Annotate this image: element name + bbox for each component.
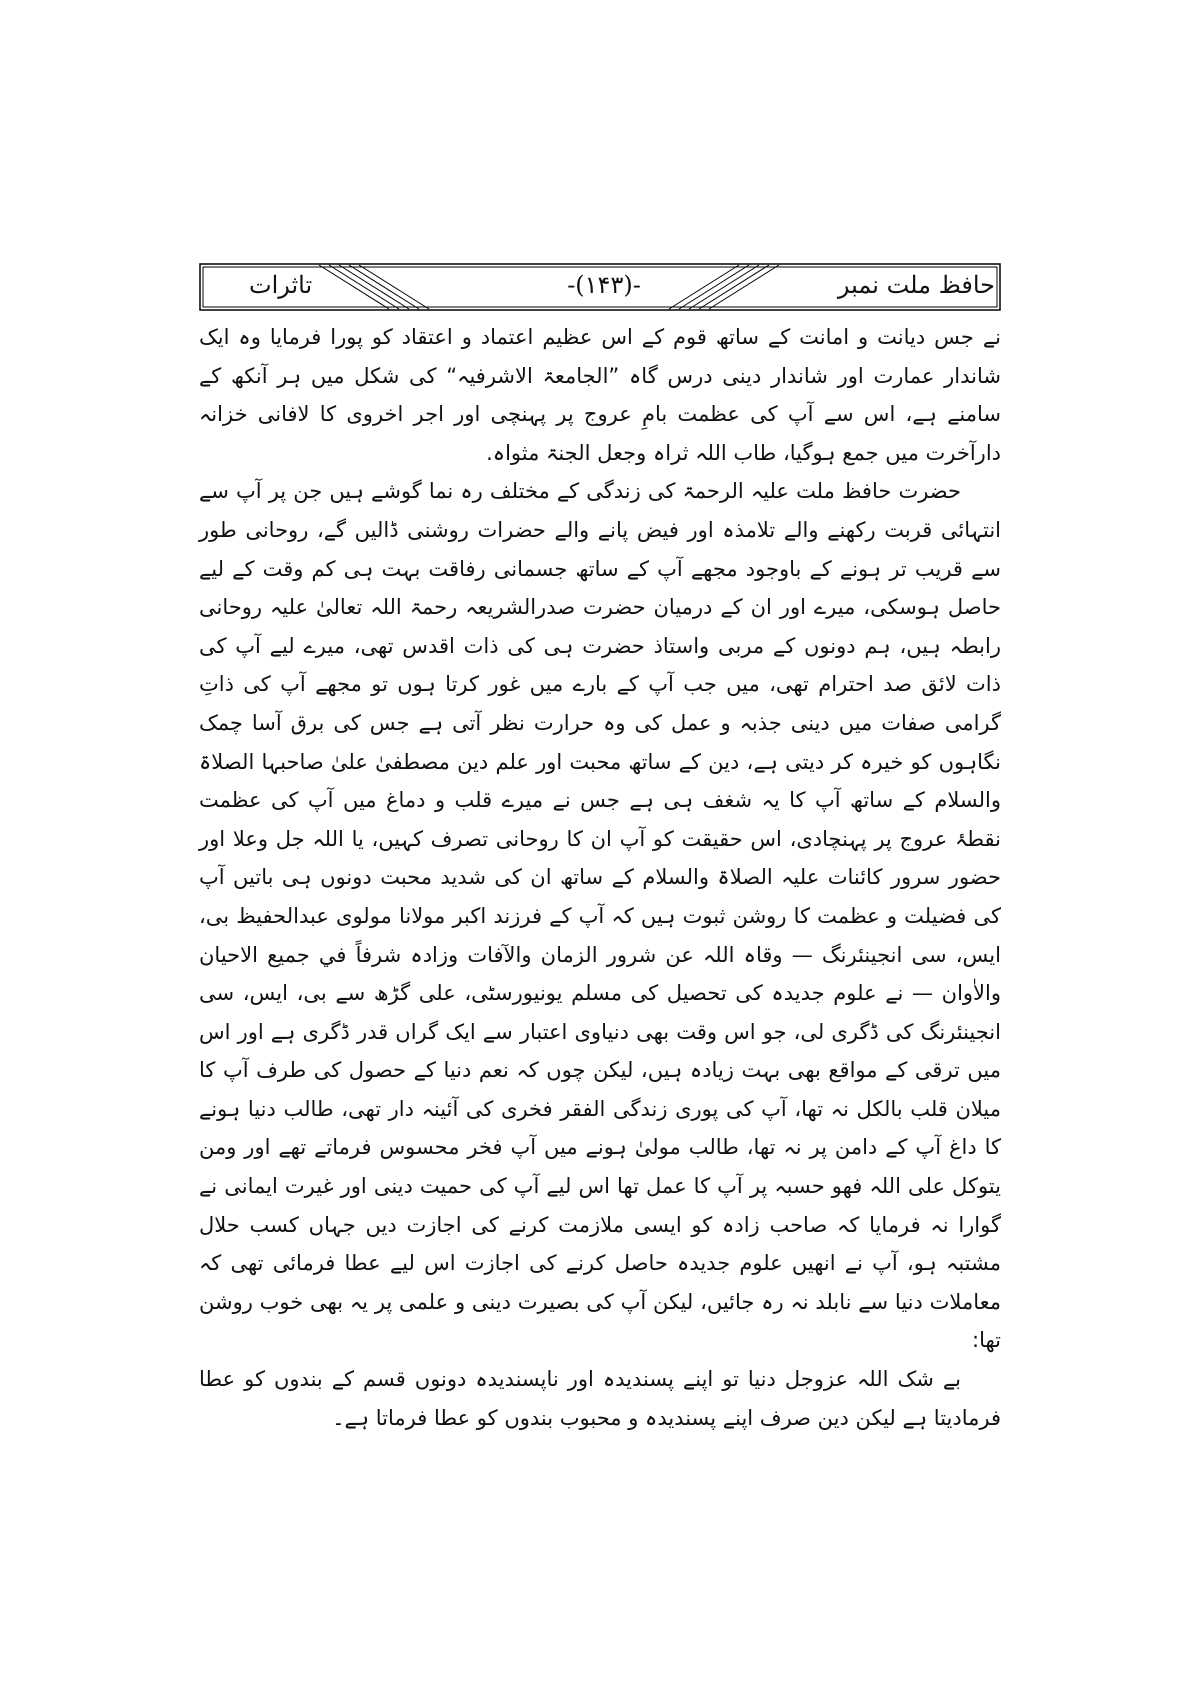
- paragraph-3: بے شک اللہ عزوجل دنیا تو اپنے پسندیدہ اور ناپسندیدہ دونوں قسم کے بندوں کو عطا فرمادیتا ہے لیکن دین صرف اپنے پسندیدہ و محبوب بندوں کو عطا فرماتا ہے۔: [199, 1367, 1001, 1430]
- page-header: [199, 263, 1001, 311]
- page-number: -(۱۴۳)-: [567, 271, 641, 299]
- header-section-title: تاثرات: [249, 271, 313, 299]
- header-journal-title: حافظ ملت نمبر: [837, 271, 995, 299]
- paragraph-1: نے جس دیانت و امانت کے ساتھ قوم کے اس عظیم اعتماد و اعتقاد کو پورا فرمایا وہ ایک شاندار عمارت اور شاندار دینی درس گاہ ”الجامعۃ الاشرفیہ“ کی شکل میں ہر آنکھ کے سامنے ہے، اس سے آپ کی عظمت بامِ عروج پر پہنچی اور اجر اخروی کا لافانی خزانہ دارآخرت میں جمع ہوگیا، طاب اللہ ثراہ وجعل الجنۃ مثواہ.: [199, 325, 1001, 465]
- article-body: [199, 318, 1001, 1437]
- paragraph-2: حضرت حافظ ملت علیہ الرحمۃ کی زندگی کے مختلف رہ نما گوشے ہیں جن پر آپ سے انتہائی قربت رکھنے والے تلامذہ اور فیض پانے والے حضرات روشنی ڈالیں گے، روحانی طور سے قریب تر ہونے کے باوجود مجھے آپ کے ساتھ جسمانی رفاقت بہت ہی کم وقت کے لیے حاصل ہوسکی، میرے اور ان کے درمیان حضرت صدرالشریعہ رحمۃ اللہ تعالیٰ علیہ روحانی رابطہ ہیں، ہم دونوں کے مربی واستاذ حضرت ہی کی ذات اقدس تھی، میرے لیے آپ کی ذات لائق صد احترام تھی، میں جب آپ کے بارے میں غور کرتا ہوں تو مجھے آپ کی ذاتِ گرامی صفات میں دینی جذبہ و عمل کی وہ حرارت نظر آتی ہے جس کی برق آسا چمک نگاہوں کو خیرہ کر دیتی ہے، دین کے ساتھ محبت اور علم دین مصطفیٰ علیٰ صاحبہا الصلاۃ والسلام کے ساتھ آپ کا یہ شغف ہی ہے جس نے میرے قلب و دماغ میں آپ کی عظمت نقطۂ عروج پر پہنچادی، اس حقیقت کو آپ ان کا روحانی تصرف کہیں، یا اللہ جل وعلا اور حضور سرور کائنات علیہ الصلاۃ والسلام کے ساتھ ان کی شدید محبت دونوں ہی باتیں آپ کی فضیلت و عظمت کا روشن ثبوت ہیں کہ آپ کے فرزند اکبر مولانا مولوی عبدالحفیظ بی، ایس، سی انجینئرنگ — وقاہ اللہ عن شرور الزمان والآفات وزادہ شرفاً في جمیع الاحیان والاٰوان — نے علوم جدیدہ کی تحصیل کی مسلم یونیورسٹی، علی گڑھ سے بی، ایس، سی انجینئرنگ کی ڈگری لی، جو اس وقت بھی دنیاوی اعتبار سے ایک گراں قدر ڈگری ہے اور اس میں ترقی کے مواقع بھی بہت زیادہ ہیں، لیکن چوں کہ نعم دنیا کے حصول کی طرف آپ کا میلان قلب بالکل نہ تھا، آپ کی پوری زندگی الفقر فخری کی آئینہ دار تھی، طالب دنیا ہونے کا داغ آپ کے دامن پر نہ تھا، طالب مولیٰ ہونے میں آپ فخر محسوس فرماتے تھے اور ومن یتوکل علی اللہ فھو حسبہ پر آپ کا عمل تھا اس لیے آپ کی حمیت دینی اور غیرت ایمانی نے گوارا نہ فرمایا کہ صاحب زادہ کو ایسی ملازمت کرنے کی اجازت دیں جہاں کسب حلال مشتبہ ہو، آپ نے انھیں علوم جدیدہ حاصل کرنے کی اجازت اس لیے عطا فرمائی تھی کہ معاملات دنیا سے نابلد نہ رہ جائیں، لیکن آپ کی بصیرت دینی و علمی پر یہ بھی خوب روشن تھا:: [199, 479, 1001, 1353]
